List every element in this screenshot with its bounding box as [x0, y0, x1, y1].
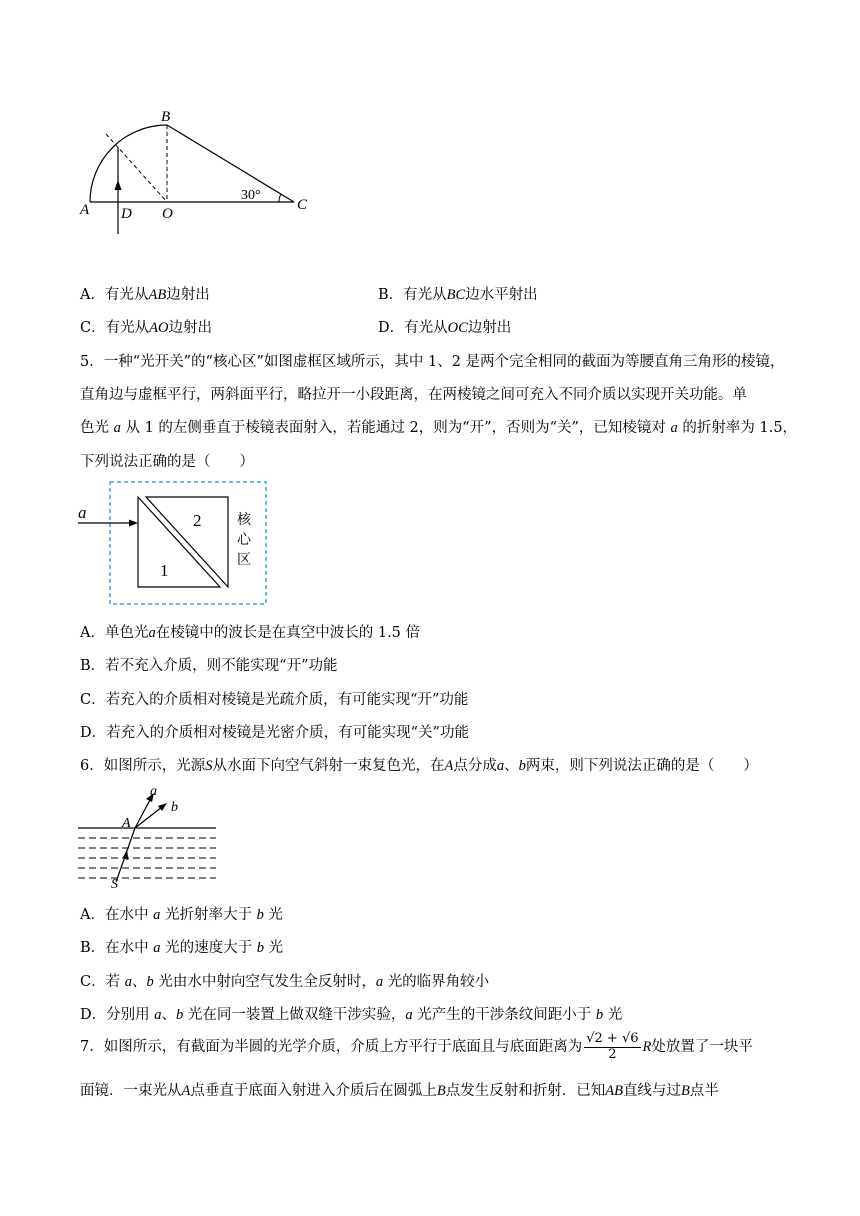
label-core-1: 核: [237, 513, 251, 528]
q5-option-c: C．若充入的介质相对棱镜是光疏介质，有可能实现“开”功能: [80, 692, 469, 708]
label-angle: 30°: [241, 188, 261, 203]
label-source-s: S: [111, 877, 118, 890]
fraction-distance: $\frac{√2 + √6}{2}$: [586, 1031, 639, 1062]
label-prism-1: 1: [160, 561, 169, 580]
ray-a-out: [135, 798, 151, 828]
label-c: C: [297, 197, 308, 213]
ray-b-out: [135, 807, 162, 828]
label-a-ray: a: [78, 503, 87, 522]
q5-stem-line-3: 色光 a 从 1 的左侧垂直于棱镜表面射入，若能通过 2，则为“开”，否则为“关”，已知棱镜对 a 的折射率为 1.5，: [80, 420, 798, 436]
q7-stem-line-2: 面镜．一束光从A点垂直于底面入射进入介质后在圆弧上B点发生反射和折射．已知AB直线与过B点半: [80, 1083, 719, 1099]
label-b: B: [161, 109, 171, 125]
label-ray-a: a: [150, 784, 157, 799]
prism-1: [138, 497, 220, 587]
q6-option-b: B．在水中 a 光的速度大于 b 光: [80, 940, 284, 956]
q6-stem: 6．如图所示，光源S从水面下向空气斜射一束复色光，在A点分成a、b两束，则下列说法正确的是（ ）: [80, 758, 758, 774]
q5-option-d: D．若充入的介质相对棱镜是光密介质，有可能实现“关”功能: [80, 725, 469, 741]
q6-option-c: C．若 a、b 光由水中射向空气发生全反射时，a 光的临界角较小: [80, 974, 490, 990]
q4-option-c: C．有光从AO边射出: [80, 320, 212, 336]
q5-option-a: A．单色光a在棱镜中的波长是在真空中波长的 1.5 倍: [80, 625, 421, 641]
label-point-a: A: [122, 816, 131, 831]
q5-stem-line-1: 5．一种“光开关”的“核心区”如图虚框区域所示，其中 1、2 是两个完全相同的截面为等腰直角三角形的棱镜，: [80, 354, 785, 370]
q4-option-d: D．有光从OC边射出: [378, 320, 512, 336]
ray-arrow: [115, 180, 122, 190]
side-bc: [167, 125, 294, 202]
label-o: O: [162, 206, 173, 222]
ray-a-arrow: [129, 520, 138, 527]
q7-stem-line-1: 7．如图所示，有截面为半圆的光学介质，介质上方平行于底面且与底面距离为 $\frac{√2 + √6}{2}$ R处放置了一块平: [80, 1031, 753, 1062]
q6-option-a: A．在水中 a 光折射率大于 b 光: [80, 907, 283, 923]
dashed-normal: [106, 134, 167, 202]
label-core-2: 心: [237, 533, 251, 548]
label-prism-2: 2: [193, 511, 202, 530]
angle-arc-c: [279, 194, 281, 202]
q4-option-b: B．有光从BC边水平射出: [378, 287, 538, 303]
optical-switch-figure: [76, 480, 272, 608]
q5-stem-line-2: 直角边与虚框平行，两斜面平行，略拉开一小段距离，在两棱镜之间可充入不同介质以实现开关功能。单: [80, 387, 747, 403]
arc-ab: [90, 125, 167, 202]
prism-figure-q4: [78, 106, 318, 238]
q6-option-d: D．分别用 a、b 光在同一装置上做双缝干涉实验，a 光产生的干涉条纹间距小于 b 光: [80, 1007, 623, 1023]
label-a: A: [80, 202, 90, 218]
water-refraction-figure: [78, 782, 216, 890]
q4-option-a: A．有光从AB边射出: [80, 287, 210, 303]
q5-stem-line-4: 下列说法正确的是（ ）: [80, 454, 254, 470]
water-dashes: [78, 838, 216, 878]
label-core-3: 区: [237, 553, 251, 568]
prism-2: [146, 497, 228, 587]
q5-option-b: B．若不充入介质，则不能实现“开”功能: [80, 658, 338, 674]
label-ray-b: b: [171, 800, 178, 815]
label-d: D: [121, 206, 132, 222]
